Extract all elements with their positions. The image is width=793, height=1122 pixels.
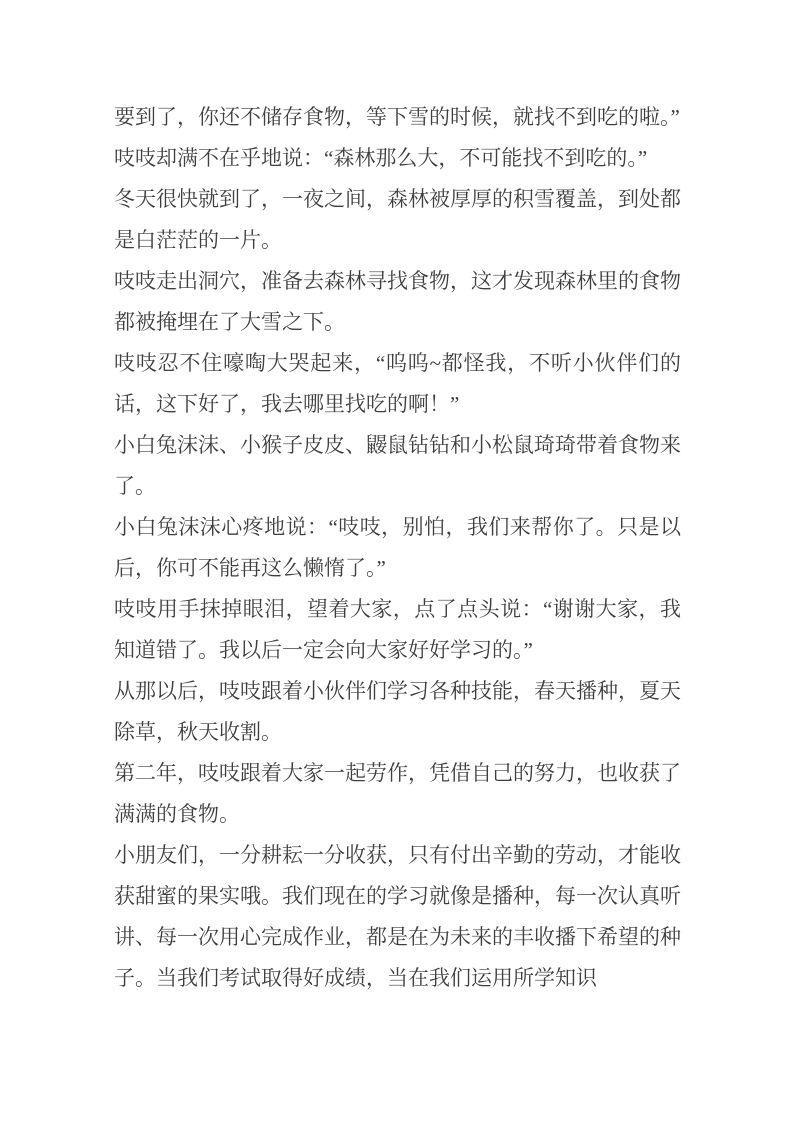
paragraph: 从那以后，吱吱跟着小伙伴们学习各种技能，春天播种，夏天除草，秋天收割。 <box>114 679 681 744</box>
paragraph: 吱吱走出洞穴，准备去森林寻找食物，这才发现森林里的食物都被掩埋在了大雪之下。 <box>114 269 681 334</box>
paragraph: 小白兔沫沫心疼地说：“吱吱，别怕，我们来帮你了。只是以后，你可不能再这么懒惰了。” <box>114 515 681 580</box>
paragraph: 冬天很快就到了，一夜之间，森林被厚厚的积雪覆盖，到处都是白茫茫的一片。 <box>114 187 681 252</box>
paragraph: 吱吱忍不住嚎啕大哭起来，“呜呜~都怪我，不听小伙伴们的话，这下好了，我去哪里找吃的啊！” <box>114 351 681 416</box>
paragraph: 小朋友们，一分耕耘一分收获，只有付出辛勤的劳动，才能收获甜蜜的果实哦。我们现在的学习就像是播种，每一次认真听讲、每一次用心完成作业，都是在为未来的丰收播下希望的种子。当我们考试取得好成绩，当在我们运用所学知识 <box>114 843 681 990</box>
story-text-block <box>114 97 681 999</box>
paragraph: 第二年，吱吱跟着大家一起劳作，凭借自己的努力，也收获了满满的食物。 <box>114 761 681 826</box>
paragraph: 要到了，你还不储存食物，等下雪的时候，就找不到吃的啦。” <box>114 105 680 129</box>
paragraph: 吱吱却满不在乎地说：“森林那么大，不可能找不到吃的。” <box>114 146 648 170</box>
paragraph: 吱吱用手抹掉眼泪，望着大家，点了点头说：“谢谢大家，我知道错了。我以后一定会向大家好好学习的。” <box>114 597 681 662</box>
paragraph: 小白兔沫沫、小猴子皮皮、鼹鼠钻钻和小松鼠琦琦带着食物来了。 <box>114 433 681 498</box>
